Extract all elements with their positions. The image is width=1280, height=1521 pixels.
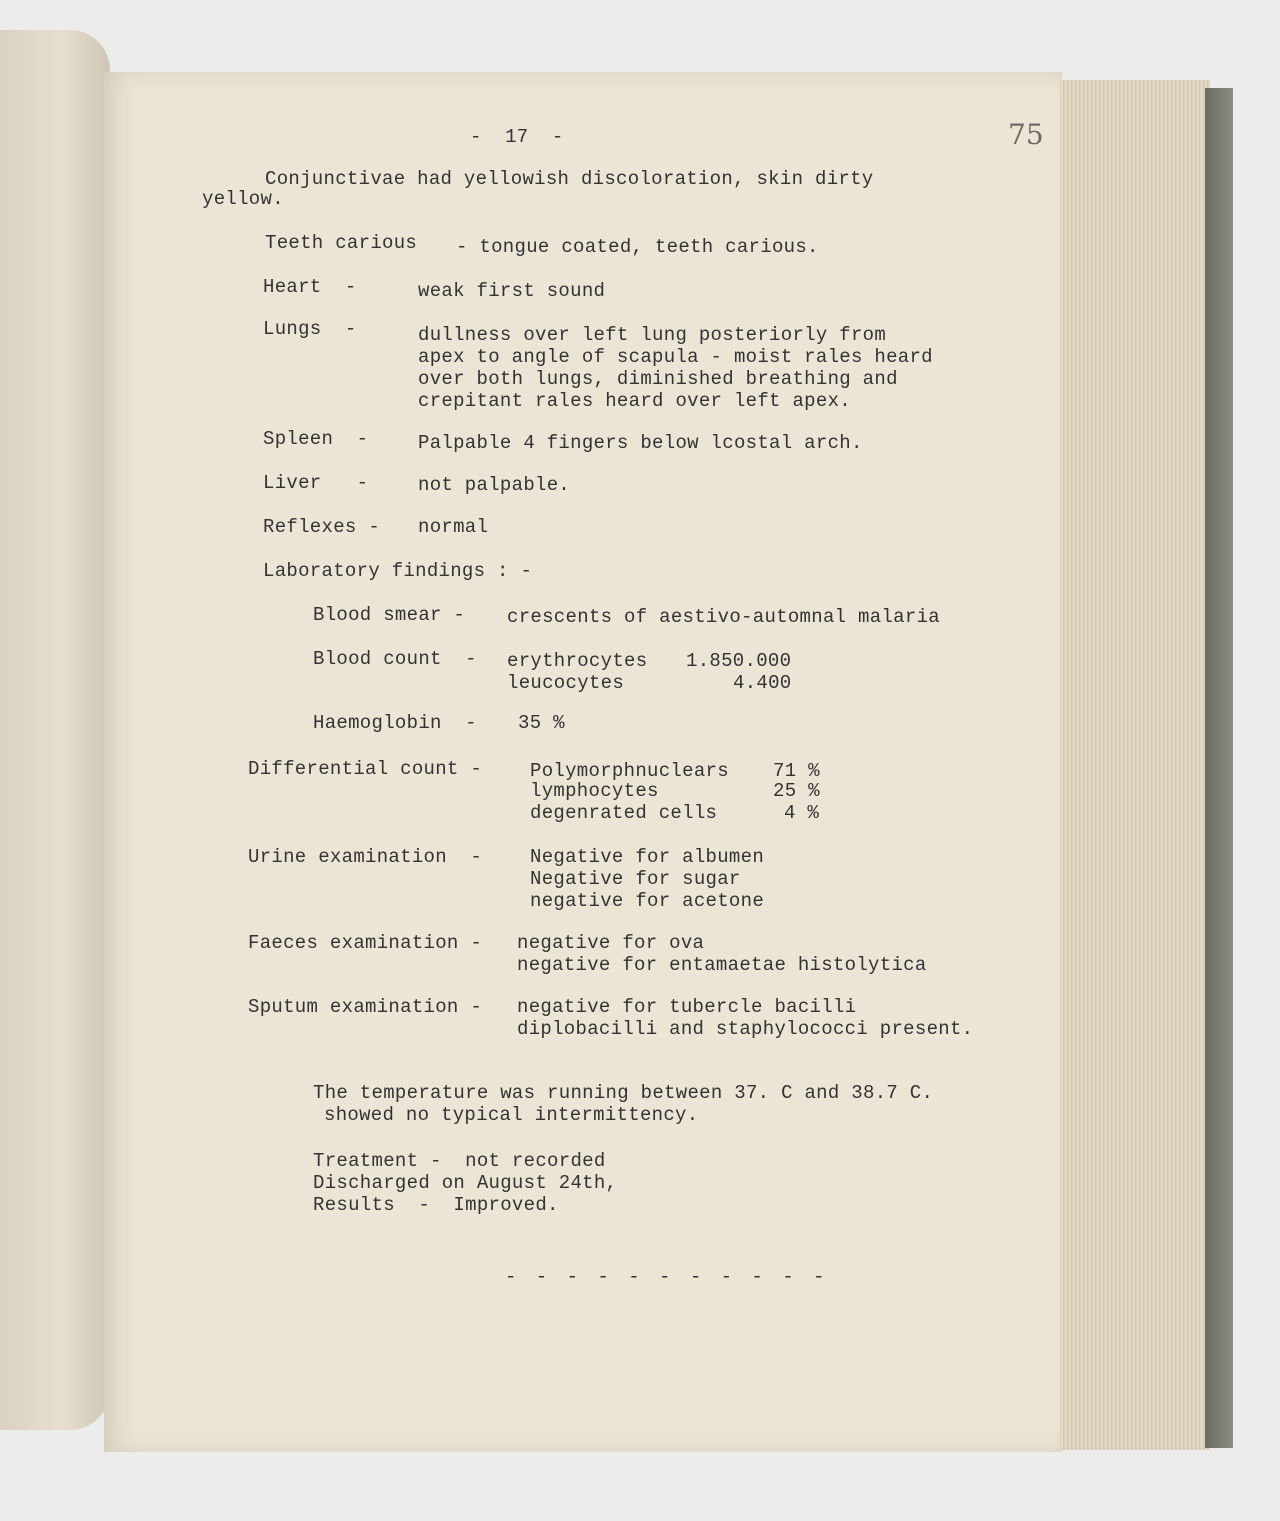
differential-row-value: 4 % (784, 802, 820, 824)
urine-label: Urine examination - (248, 846, 483, 868)
intro-line-1: Conjunctivae had yellowish discoloration, skin dirty (265, 168, 874, 190)
temperature-line-1: The temperature was running between 37. C and 38.7 C. (313, 1082, 934, 1104)
liver-value: not palpable. (418, 474, 571, 496)
differential-row-name: lymphocytes (530, 780, 659, 802)
teeth-label: Teeth carious (265, 232, 418, 254)
treatment-line: Treatment - not recorded (313, 1150, 606, 1172)
faeces-line: negative for ova (517, 932, 705, 954)
sputum-line: negative for tubercle bacilli (517, 996, 857, 1018)
differential-label: Differential count - (248, 758, 483, 780)
urine-line: Negative for sugar (530, 868, 741, 890)
urine-line: negative for acetone (530, 890, 765, 912)
sputum-line: diplobacilli and staphylococci present. (517, 1018, 974, 1040)
blood-count-row-name: erythrocytes (507, 650, 648, 672)
reflexes-label: Reflexes - (263, 516, 381, 538)
lungs-label: Lungs - (263, 318, 357, 340)
discharged-line: Discharged on August 24th, (313, 1172, 618, 1194)
spleen-label: Spleen - (263, 428, 369, 450)
faeces-label: Faeces examination - (248, 932, 483, 954)
urine-line: Negative for albumen (530, 846, 765, 868)
haemoglobin-label: Haemoglobin - (313, 712, 477, 734)
differential-row-value: 71 % (773, 760, 820, 782)
differential-row-name: Polymorphnuclears (530, 760, 729, 782)
facing-page-edge (0, 30, 110, 1430)
heart-value: weak first sound (418, 280, 606, 302)
results-line: Results - Improved. (313, 1194, 559, 1216)
handwritten-page-number: 75 (1008, 118, 1044, 151)
teeth-value: - tongue coated, teeth carious. (456, 236, 819, 258)
liver-label: Liver - (263, 472, 369, 494)
end-rule: - - - - - - - - - - - (505, 1266, 829, 1288)
reflexes-value: normal (418, 516, 489, 538)
blood-count-row-value: 1.850.000 (686, 650, 792, 672)
temperature-line-2: showed no typical intermittency. (324, 1104, 699, 1126)
laboratory-heading: Laboratory findings : - (263, 560, 533, 582)
haemoglobin-value: 35 % (518, 712, 565, 734)
book-cover-edge (1205, 88, 1233, 1448)
differential-row-value: 25 % (773, 780, 820, 802)
differential-row-name: degenrated cells (530, 802, 718, 824)
blood-smear-value: crescents of aestivo-automnal malaria (507, 606, 940, 628)
faeces-line: negative for entamaetae histolytica (517, 954, 927, 976)
intro-line-2: yellow. (202, 188, 284, 210)
page-block-edge (1060, 80, 1210, 1450)
blood-count-label: Blood count - (313, 648, 477, 670)
sputum-label: Sputum examination - (248, 996, 483, 1018)
lungs-line-2: apex to angle of scapula - moist rales heard (418, 346, 933, 368)
spleen-value: Palpable 4 fingers below lcostal arch. (418, 432, 863, 454)
lungs-line-4: crepitant rales heard over left apex. (418, 390, 851, 412)
lungs-line-3: over both lungs, diminished breathing and (418, 368, 898, 390)
blood-smear-label: Blood smear - (313, 604, 466, 626)
lungs-line-1: dullness over left lung posteriorly from (418, 324, 887, 346)
heart-label: Heart - (263, 276, 357, 298)
blood-count-row-value: 4.400 (733, 672, 792, 694)
page-number: - 17 - (470, 126, 564, 148)
blood-count-row-name: leucocytes (507, 672, 625, 694)
